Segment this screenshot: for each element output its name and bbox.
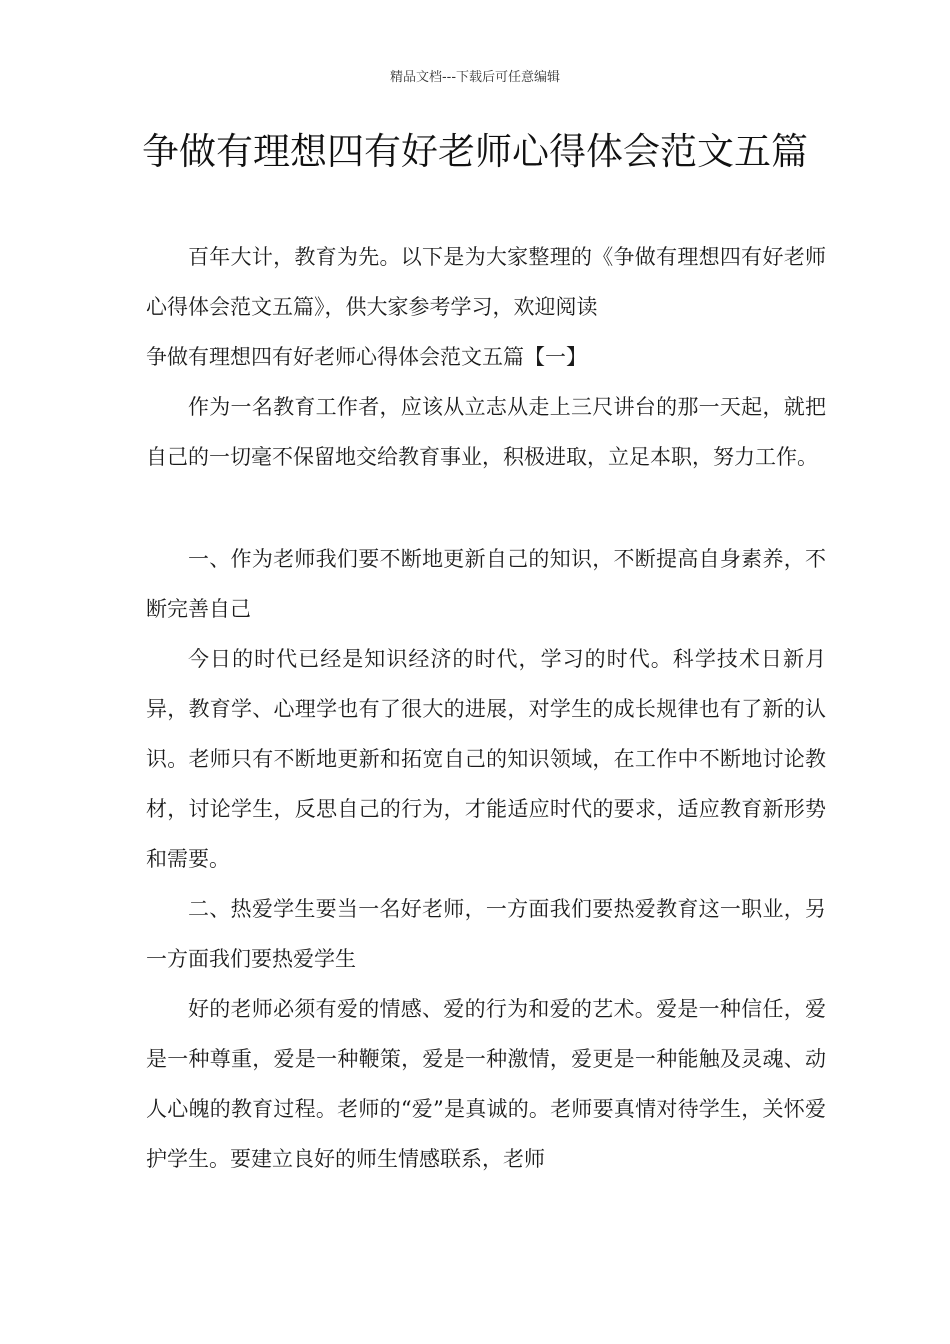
document-body (146, 232, 826, 1184)
page-header-note: 精品文档---下载后可任意编辑 (389, 70, 561, 85)
paragraph-spacer (146, 482, 826, 534)
body-paragraph-1: 作为一名教育工作者，应该从立志从走上三尺讲台的那一天起，就把自己的一切毫不保留地交给教育事业，积极进取，立足本职，努力工作。 (146, 395, 826, 469)
document-title: 争做有理想四有好老师心得体会范文五篇 (142, 130, 808, 173)
body-paragraph-2: 一、作为老师我们要不断地更新自己的知识，不断提高自身素养，不断完善自己 (146, 547, 826, 621)
body-paragraph-5: 好的老师必须有爱的情感、爱的行为和爱的艺术。爱是一种信任，爱是一种尊重，爱是一种鞭策，爱是一种激情，爱更是一种能触及灵魂、动人心魄的教育过程。老师的“爱”是真诚的。老师要真情对待学生，关怀爱护学生。要建立良好的师生情感联系，老师 (146, 997, 826, 1171)
section-heading: 争做有理想四有好老师心得体会范文五篇【一】 (146, 345, 587, 369)
body-paragraph-4: 二、热爱学生要当一名好老师，一方面我们要热爱教育这一职业，另一方面我们要热爱学生 (146, 897, 826, 971)
body-paragraph-3: 今日的时代已经是知识经济的时代，学习的时代。科学技术日新月异，教育学、心理学也有了很大的进展，对学生的成长规律也有了新的认识。老师只有不断地更新和拓宽自己的知识领域，在工作中不断地讨论教材，讨论学生，反思自己的行为，才能适应时代的要求，适应教育新形势和需要。 (146, 647, 826, 871)
intro-paragraph: 百年大计，教育为先。以下是为大家整理的《争做有理想四有好老师心得体会范文五篇》，供大家参考学习，欢迎阅读 (146, 245, 826, 319)
